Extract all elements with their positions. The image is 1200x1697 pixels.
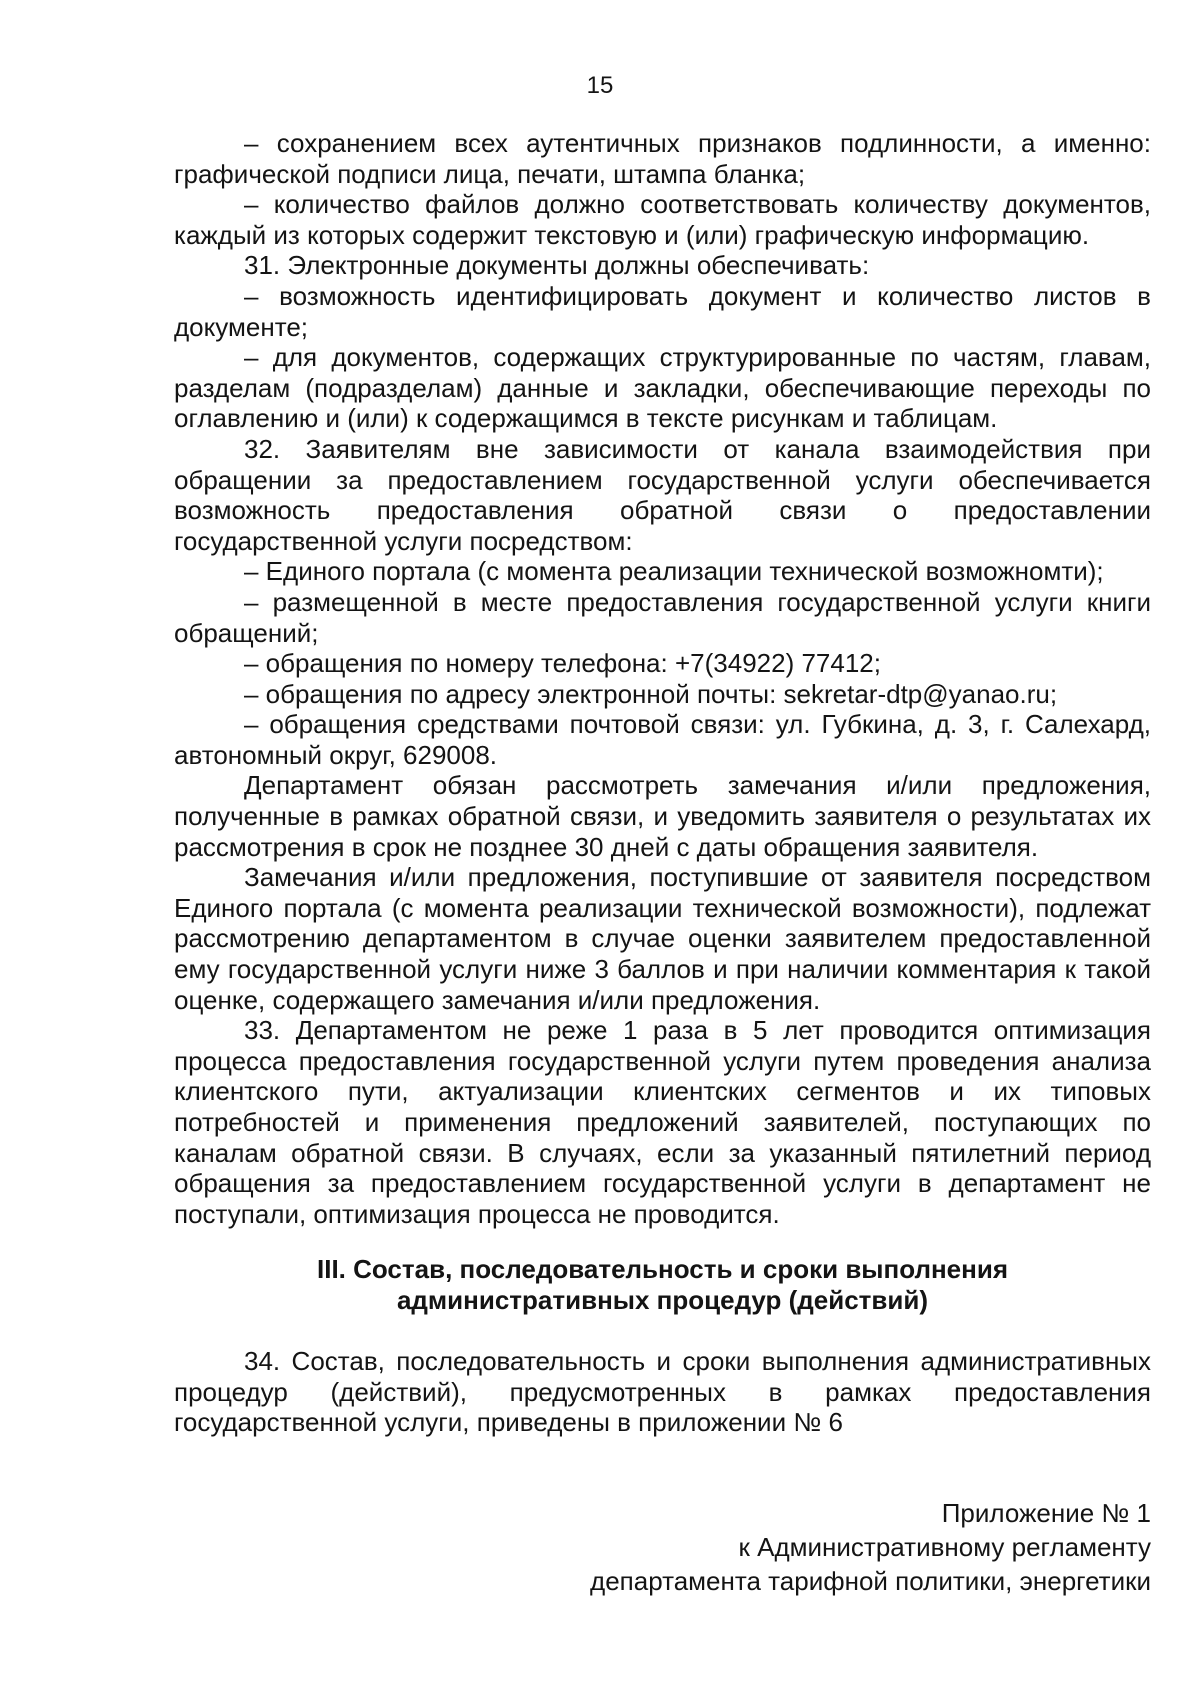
paragraph-postal: – обращения средствами почтовой связи: ул. Губкина, д. 3, г. Салехард, автономный округ, 629008. (174, 709, 1151, 770)
paragraph-complaints-book: – размещенной в месте предоставления государственной услуги книги обращений; (174, 586, 1151, 648)
paragraph-authenticity: – сохранением всех аутентичных признаков подлинности, а именно: графической подписи лица, печати, штампа бланка; (174, 128, 1151, 189)
appendix-line-3: департамента тарифной политики, энергетики (590, 1566, 1151, 1596)
appendix-line-2: к Административному регламенту (738, 1532, 1151, 1562)
paragraph-32: 32. Заявителям вне зависимости от канала взаимодействия при обращении за предоставлением государственной услуги обеспечивается возможность предоставления обратной связи о предоставлении государственной услуги посредством: (174, 433, 1151, 556)
paragraph-31: 31. Электронные документы должны обеспечивать: (244, 250, 870, 281)
paragraph-34: 34. Состав, последовательность и сроки выполнения административных процедур (действий), предусмотренных в рамках предоставления государственной услуги, приведены в приложении № 6 (174, 1346, 1151, 1438)
body-text (174, 128, 1151, 1229)
paragraph-portal-remarks: Замечания и/или предложения, поступившие от заявителя посредством Единого портала (с момента реализации технической возможности), подлежат рассмотрению департаментом в случае оценки заявителем предоставленной ему государственной услуги ниже 3 баллов и при наличии комментария к такой оценке, содержащего замечания и/или предложения. (174, 862, 1151, 1015)
paragraph-email: – обращения по адресу электронной почты: sekretar-dtp@yanao.ru; (244, 678, 1058, 709)
paragraph-structured-documents: – для документов, содержащих структурированные по частям, главам, разделам (подразделам) данные и закладки, обеспечивающие переходы по оглавлению и (или) к содержащимся в тексте рисункам и таблицам. (174, 342, 1151, 434)
paragraph-33: 33. Департаментом не реже 1 раза в 5 лет проводится оптимизация процесса предоставления государственной услуги путем проведения анализа клиентского пути, актуализации клиентских сегментов и их типовых потребностей и применения предложений заявителей, поступающих по каналам обратной связи. В случаях, если за указанный пятилетний период обращения за предоставлением государственной услуги в департамент не поступали, оптимизация процесса не проводится. (174, 1015, 1151, 1229)
section-heading-line-2: административных процедур (действий) (396, 1284, 929, 1315)
section-body (174, 1346, 1151, 1438)
paragraph-unified-portal: – Единого портала (с момента реализации технической возможномти); (244, 556, 1104, 587)
paragraph-phone: – обращения по номеру телефона: +7(34922) 77412; (244, 648, 881, 679)
appendix-line-1: Приложение № 1 (941, 1498, 1151, 1528)
section-heading (174, 1254, 1151, 1315)
section-heading-line-1: III. Состав, последовательность и сроки выполнения (317, 1254, 1008, 1284)
appendix-caption (590, 1496, 1151, 1598)
page-number: 15 (586, 72, 614, 99)
paragraph-file-count: – количество файлов должно соответствовать количеству документов, каждый из которых содержит текстовую и (или) графическую информацию. (174, 189, 1151, 250)
paragraph-department-review: Департамент обязан рассмотреть замечания и/или предложения, полученные в рамках обратной связи, и уведомить заявителя о результатах их рассмотрения в срок не позднее 30 дней с даты обращения заявителя. (174, 770, 1151, 862)
paragraph-identify-document: – возможность идентифицировать документ и количество листов в документе; (174, 280, 1151, 342)
